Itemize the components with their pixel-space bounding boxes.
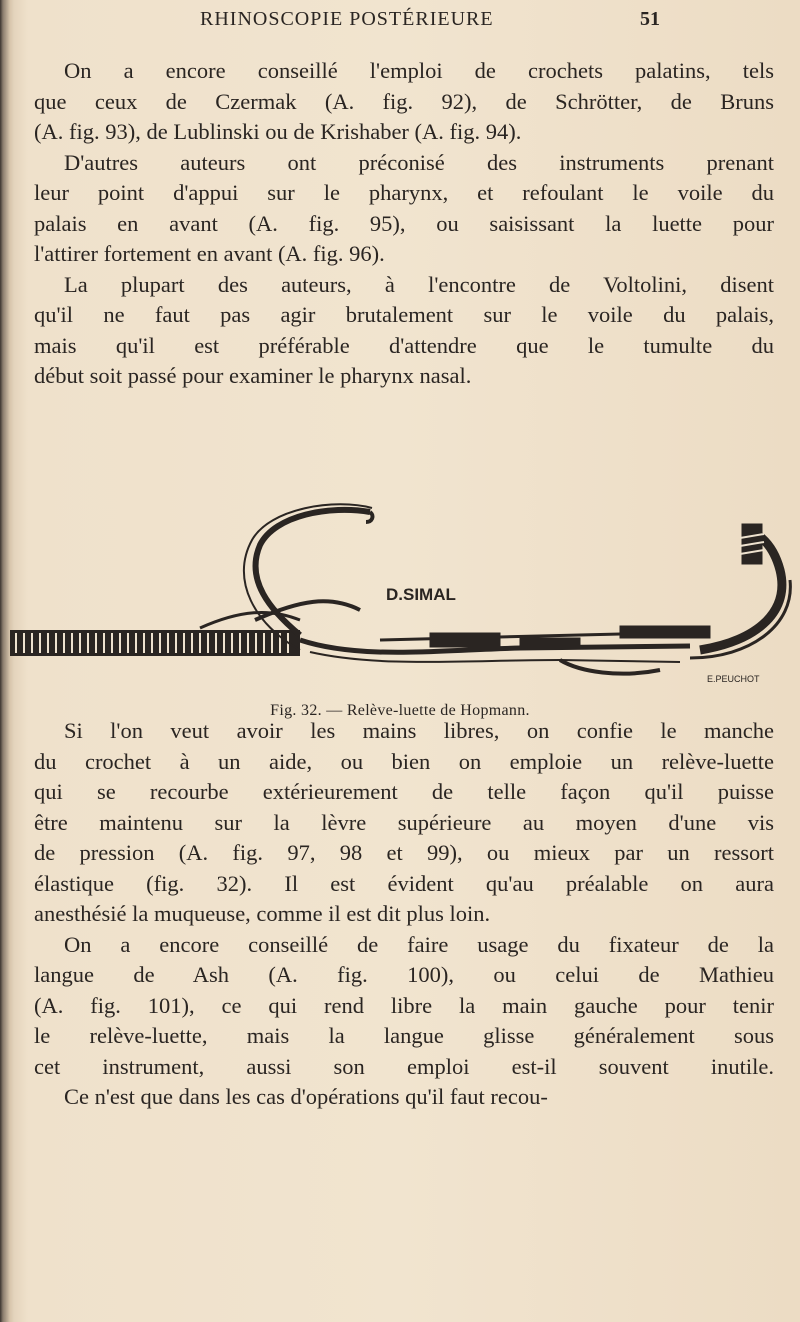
figure-caption: Fig. 32. — Relève-luette de Hopmann. (270, 702, 530, 719)
running-title: RHINOSCOPIE POSTÉRIEURE (200, 8, 494, 30)
text-line: leur point d'appui sur le pharynx, et refoulant le voile du (34, 180, 774, 205)
instrument-shaft (300, 626, 710, 674)
text-line: palais en avant (A. fig. 95), ou saisissant la luette pour (34, 210, 774, 236)
text-line: Ce n'est que dans les cas d'opérations qu'il faut recou- (64, 1084, 548, 1109)
text-line: La plupart des auteurs, à l'encontre de Voltolini, disent (64, 271, 774, 297)
text-line: l'attirer fortement en avant (A. fig. 96). (34, 241, 385, 266)
text-line: anesthésié la muqueuse, comme il est dit plus loin. (34, 901, 491, 926)
text-line: début soit passé pour examiner le pharynx nasal. (34, 363, 472, 388)
text-line: être maintenu sur la lèvre supérieure au moyen d'une vis (34, 809, 774, 835)
text-line: de pression (A. fig. 97, 98 et 99), ou mieux par un ressort (34, 840, 774, 865)
page-number: 51 (640, 8, 660, 30)
text-line: que ceux de Czermak (A. fig. 92), de Schrötter, de Bruns (34, 88, 774, 114)
text-line: mais qu'il est préférable d'attendre que le tumulte du (34, 332, 774, 358)
left-hook (200, 504, 373, 650)
text-line: élastique (fig. 32). Il est évident qu'au préalable on aura (34, 870, 774, 896)
figure-label: D.SIMAL (386, 585, 456, 604)
text-line: qu'il ne faut pas agir brutalement sur le voile du palais, (34, 302, 774, 327)
text-line: D'autres auteurs ont préconisé des instruments prenant (64, 149, 774, 175)
text-line: langue de Ash (A. fig. 100), ou celui de Mathieu (34, 962, 774, 987)
engraver-signature: E.PEUCHOT (707, 674, 760, 684)
text-block-bottom (34, 716, 774, 1113)
text-line: On a encore conseillé de faire usage du fixateur de la (64, 931, 774, 957)
text-line: le relève-luette, mais la langue glisse généralement sous (34, 1023, 774, 1048)
text-line: (A. fig. 93), de Lublinski ou de Krishaber (A. fig. 94). (34, 119, 522, 144)
text-block-top (34, 56, 774, 392)
text-line: (A. fig. 101), ce qui rend libre la main gauche pour tenir (34, 992, 774, 1018)
text-line: Si l'on veut avoir les mains libres, on confie le manche (64, 718, 774, 743)
text-line: qui se recourbe extérieurement de telle façon qu'il puisse (34, 779, 774, 804)
text-line: cet instrument, aussi son emploi est-il souvent inutile. (34, 1053, 774, 1079)
ribbed-handle (10, 630, 300, 656)
text-line: du crochet à un aide, ou bien on emploie un relève-luette (34, 748, 774, 774)
figure-instrument (0, 500, 800, 690)
page-header (0, 8, 800, 38)
uvula-retractor-illustration (0, 500, 800, 690)
text-line: On a encore conseillé l'emploi de crochets palatins, tels (64, 58, 774, 83)
